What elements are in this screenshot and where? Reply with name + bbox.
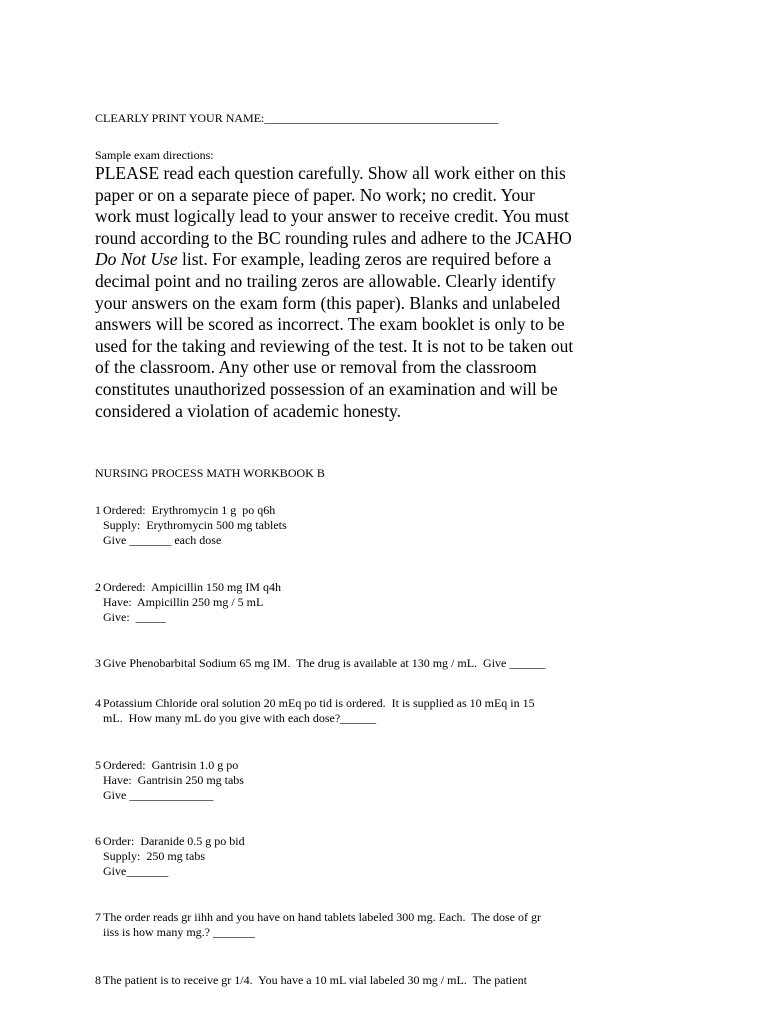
- question-text: The patient is to receive gr 1/4. You have a 10 mL vial labeled 30 mg / mL. The patient: [103, 973, 527, 987]
- directions-label: Sample exam directions:: [95, 148, 214, 162]
- question-line: Supply: 250 mg tabs: [103, 849, 206, 863]
- question-line: Give: _____: [103, 610, 166, 624]
- question-line: [95, 973, 555, 988]
- question-5: [95, 758, 555, 803]
- question-text: The order reads gr iihh and you have on hand tablets labeled 300 mg. Each. The dose of gr: [103, 910, 541, 924]
- question-2: [95, 580, 555, 625]
- question-text: Ordered: Erythromycin 1 g po q6h: [103, 503, 276, 517]
- question-line: [95, 580, 555, 595]
- question-number: 7: [95, 910, 101, 924]
- question-number: 5: [95, 758, 101, 772]
- question-3: [95, 656, 555, 671]
- question-number: 8: [95, 973, 101, 987]
- question-number: 4: [95, 696, 101, 710]
- question-line: Give ______________: [103, 788, 214, 802]
- question-4: [95, 696, 555, 726]
- question-7: [95, 910, 555, 940]
- question-1: [95, 503, 555, 548]
- question-line: Give_______: [103, 864, 169, 878]
- directions-italic-do-not-use: Do Not Use: [95, 249, 178, 270]
- question-number: 2: [95, 580, 101, 594]
- directions-text-part2: list. For example, leading zeros are required before a decimal point and no trailing zeros are allowable. Clearly identify your answers on the exam form (this paper). Blanks and unlabeled answers will be scored as incorrect. The exam booklet is only to be used for the taking and reviewing of the test. It is not to be taken out of the classroom. Any other use or removal from the classroom constitutes unauthorized possession of an examination and will be considered a violation of academic honesty.: [95, 249, 574, 421]
- question-line: Give _______ each dose: [103, 533, 222, 547]
- question-text: Order: Daranide 0.5 g po bid: [103, 834, 245, 848]
- question-6: [95, 834, 555, 879]
- question-line: [95, 910, 555, 925]
- question-8: [95, 973, 555, 988]
- question-line: Have: Ampicillin 250 mg / 5 mL: [103, 595, 264, 609]
- question-number: 1: [95, 503, 101, 517]
- directions-paragraph: [95, 163, 575, 422]
- directions-text-part1: PLEASE read each question carefully. Show all work either on this paper or on a separate piece of paper. No work; no credit. Your work must logically lead to your answer to receive credit. You must round according to the BC rounding rules and adhere to the JCAHO: [95, 163, 572, 248]
- question-line: [95, 503, 555, 518]
- question-line: iiss is how many mg.? _______: [103, 925, 255, 939]
- question-number: 3: [95, 656, 101, 670]
- question-line: mL. How many mL do you give with each dose?______: [103, 711, 377, 725]
- question-number: 6: [95, 834, 101, 848]
- question-line: [95, 758, 555, 773]
- question-text: Potassium Chloride oral solution 20 mEq po tid is ordered. It is supplied as 10 mEq in 15: [103, 696, 535, 710]
- question-line: [95, 696, 555, 711]
- question-text: Give Phenobarbital Sodium 65 mg IM. The drug is available at 130 mg / mL. Give ______: [103, 656, 546, 670]
- workbook-title: NURSING PROCESS MATH WORKBOOK B: [95, 466, 325, 480]
- question-line: [95, 834, 555, 849]
- question-text: Ordered: Gantrisin 1.0 g po: [103, 758, 239, 772]
- question-line: Supply: Erythromycin 500 mg tablets: [103, 518, 287, 532]
- question-line: [95, 656, 555, 671]
- question-text: Ordered: Ampicillin 150 mg IM q4h: [103, 580, 281, 594]
- question-line: Have: Gantrisin 250 mg tabs: [103, 773, 244, 787]
- name-prompt: CLEARLY PRINT YOUR NAME:_______________________________________: [95, 111, 499, 125]
